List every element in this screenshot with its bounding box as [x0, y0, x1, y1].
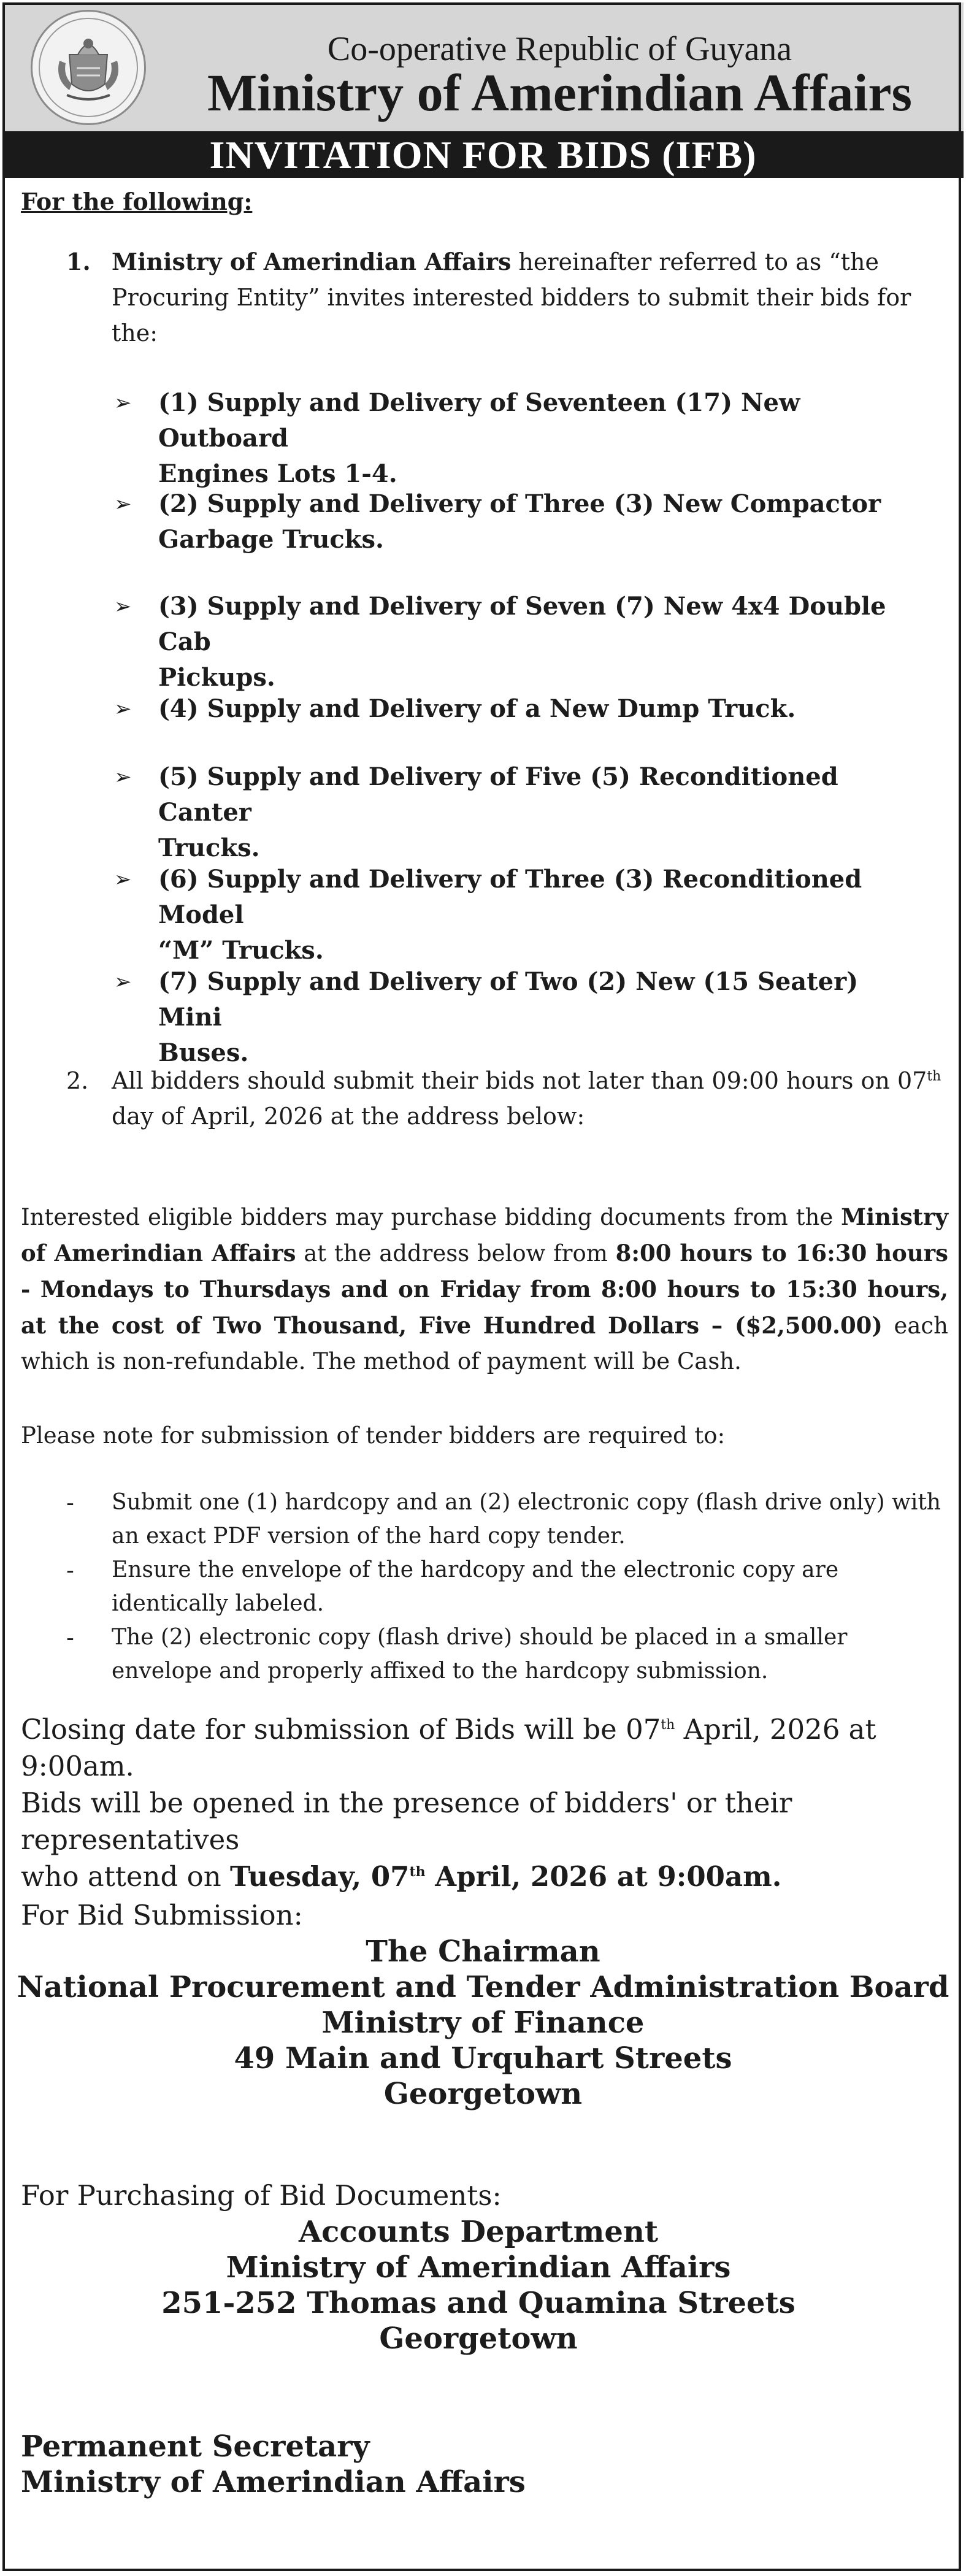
address-line: National Procurement and Tender Administration Board	[17, 1970, 949, 2004]
closing-line1-end: April, 2026 at 9:00am.	[21, 1713, 876, 1782]
closing-line3: who attend on	[21, 1860, 230, 1893]
arrow-bullet-icon: ➢	[114, 391, 132, 415]
requirements-intro: Please note for submission of tender bidders are required to:	[21, 1422, 726, 1449]
lot-line2: Garbage Trucks.	[158, 525, 384, 554]
lot-line1: (4) Supply and Delivery of a New Dump Truck.	[158, 694, 796, 723]
procuring-entity-name: Ministry of Amerindian Affairs	[112, 248, 512, 275]
lot-line1: (6) Supply and Delivery of Three (3) Reconditioned Model	[158, 865, 862, 929]
purchase-text-3: each which is non-refundable. The method of payment will be Cash.	[21, 1313, 948, 1374]
address-line: 251-252 Thomas and Quamina Streets	[161, 2286, 795, 2320]
dash-bullet: -	[66, 1557, 74, 1584]
arrow-bullet-icon: ➢	[114, 594, 132, 619]
requirement-item: The (2) electronic copy (flash drive) should be placed in a smaller envelope and properly affixed to the hardcopy submission.	[112, 1625, 848, 1684]
item1-line1: hereinafter referred to as “the	[511, 248, 879, 275]
page-border	[2, 2, 961, 2571]
lot-line1: (1) Supply and Delivery of Seventeen (17) New Outboard	[158, 388, 800, 453]
arrow-bullet-icon: ➢	[114, 970, 132, 994]
item-number: 1.	[66, 248, 91, 275]
closing-line1: Closing date for submission of Bids will be 07	[21, 1713, 661, 1746]
lot-line2: Pickups.	[158, 663, 275, 692]
ministry-title: Ministry of Amerindian Affairs	[207, 63, 912, 122]
arrow-bullet-icon: ➢	[114, 765, 132, 789]
ifb-banner: INVITATION FOR BIDS (IFB)	[2, 131, 964, 178]
opening-date: Tuesday, 07	[230, 1860, 410, 1893]
lot-line2: Trucks.	[158, 834, 260, 862]
signatory-title: Permanent Secretary	[21, 2429, 370, 2464]
country-name: Co-operative Republic of Guyana	[327, 30, 792, 68]
lot-line2: “M” Trucks.	[158, 936, 324, 965]
lot-line2: Engines Lots 1-4.	[158, 459, 397, 488]
ministry-name-bold: Ministry of Amerindian Affairs	[21, 1203, 948, 1267]
lot-line1: (5) Supply and Delivery of Five (5) Reconditioned Canter	[158, 762, 838, 827]
purchase-text-2: at the address below from	[296, 1240, 616, 1267]
address-line: Georgetown	[383, 2077, 583, 2111]
arrow-bullet-icon: ➢	[114, 867, 132, 892]
arrow-bullet-icon: ➢	[114, 492, 132, 516]
signatory-org: Ministry of Amerindian Affairs	[21, 2465, 526, 2499]
address-line: Ministry of Amerindian Affairs	[226, 2250, 731, 2285]
address-line: 49 Main and Urquhart Streets	[234, 2041, 732, 2076]
lot-line2: Buses.	[158, 1038, 249, 1067]
item2-line2: day of April, 2026 at the address below:	[112, 1103, 585, 1130]
item-number: 2.	[66, 1067, 89, 1094]
section-heading: For the following:	[21, 188, 253, 215]
dash-bullet: -	[66, 1624, 74, 1651]
item2-line1: All bidders should submit their bids not later than 09:00 hours on 07	[112, 1067, 927, 1094]
requirement-item: Submit one (1) hardcopy and an (2) electronic copy (flash drive only) with an exact PDF version of the hard copy tender.	[112, 1490, 941, 1549]
ordinal-suffix: th	[927, 1068, 941, 1084]
dash-bullet: -	[66, 1489, 74, 1516]
purchasing-label: For Purchasing of Bid Documents:	[21, 2179, 502, 2212]
item1-line2: Procuring Entity” invites interested bidders to submit their bids for the:	[112, 284, 911, 347]
address-line: Ministry of Finance	[321, 2006, 645, 2040]
opening-date-end: April, 2026 at 9:00am.	[425, 1860, 782, 1893]
hours-and-cost: 8:00 hours to 16:30 hours - Mondays to Thursdays and on Friday from 8:00 hours to 15:30 hours, at the cost of Two Thousand, Five Hundred Dollars – ($2,500.00)	[21, 1240, 949, 1339]
requirement-item: Ensure the envelope of the hardcopy and the electronic copy are identically labeled.	[112, 1557, 839, 1616]
purchase-text-1: Interested eligible bidders may purchase bidding documents from the	[21, 1204, 841, 1230]
lot-line1: (2) Supply and Delivery of Three (3) New Compactor	[158, 489, 881, 518]
ordinal-suffix: th	[409, 1864, 426, 1880]
address-line: The Chairman	[366, 1934, 600, 1969]
closing-line2: Bids will be opened in the presence of bidders' or their representatives	[21, 1787, 792, 1856]
ordinal-suffix: th	[661, 1717, 675, 1733]
address-line: Accounts Department	[298, 2215, 659, 2249]
lot-line1: (7) Supply and Delivery of Two (2) New (15 Seater) Mini	[158, 967, 859, 1032]
submission-label: For Bid Submission:	[21, 1899, 303, 1931]
address-line: Georgetown	[379, 2321, 578, 2356]
lot-line1: (3) Supply and Delivery of Seven (7) New 4x4 Double Cab	[158, 592, 886, 656]
arrow-bullet-icon: ➢	[114, 697, 132, 721]
